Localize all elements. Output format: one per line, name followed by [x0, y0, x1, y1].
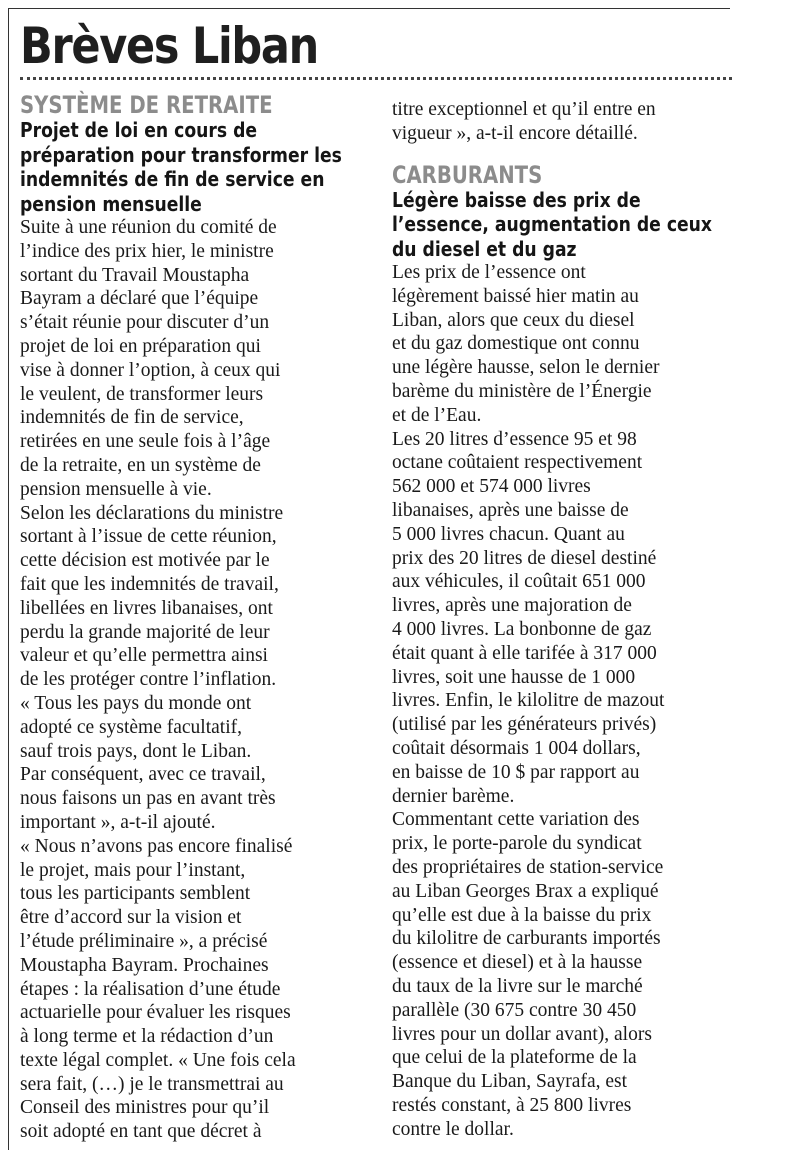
body-line: légèrement baissé hier matin au	[392, 285, 639, 307]
body-line: livres, soit une hausse de 1 000	[392, 666, 636, 688]
article-gap	[392, 146, 732, 162]
body-line: à long terme et la rédaction d’un	[20, 1026, 274, 1048]
body-line: restés constant, à 25 800 livres	[392, 1094, 632, 1116]
column-left	[20, 92, 370, 1144]
body-line: important », a-t-il ajouté.	[20, 811, 216, 833]
top-rule	[8, 8, 730, 9]
body-line: cette décision est motivée par le	[20, 550, 270, 572]
body-line: sauf trois pays, dont le Liban.	[20, 740, 252, 762]
body-line: Moustapha Bayram. Prochaines	[20, 954, 269, 976]
article-headline	[20, 118, 369, 216]
body-line: contre le dollar.	[392, 1118, 514, 1140]
column-right	[392, 92, 732, 1142]
body-line: de la retraite, en un système de	[20, 454, 261, 476]
body-line: l’indice des prix hier, le ministre	[20, 240, 274, 262]
body-line: adopté ce système facultatif,	[20, 716, 242, 738]
body-line: livres pour un dollar avant), alors	[392, 1023, 652, 1045]
body-line: nous faisons un pas en avant très	[20, 788, 276, 810]
body-line: titre exceptionnel et qu’il entre en	[392, 99, 656, 120]
headline-line: Légère baisse des prix de	[392, 187, 641, 212]
body-line: était quant à elle tarifée à 317 000	[392, 642, 657, 664]
body-line: perdu la grande majorité de leur	[20, 621, 270, 643]
body-line: s’était réunie pour discuter d’un	[20, 312, 270, 334]
body-line: octane coûtaient respectivement	[392, 452, 643, 474]
body-line: (essence et diesel) et à la hausse	[392, 952, 643, 974]
body-line: le veulent, de transformer leurs	[20, 383, 264, 405]
article-headline	[392, 188, 731, 262]
body-line: de les protéger contre l’inflation.	[20, 669, 277, 691]
article-kicker: CARBURANTS	[392, 160, 543, 189]
body-line: sera fait, (…) je le transmettrai au	[20, 1073, 284, 1095]
article-kicker: SYSTÈME DE RETRAITE	[20, 91, 273, 119]
body-line: indemnités de fin de service,	[20, 407, 244, 429]
body-line: livres, après une majoration de	[392, 595, 632, 617]
body-line: pension mensuelle à vie.	[20, 478, 212, 500]
body-line: fait que les indemnités de travail,	[20, 573, 279, 595]
headline-line: du diesel et du gaz	[392, 236, 577, 261]
body-line: prix, le porte-parole du syndicat	[392, 833, 642, 855]
body-line: du taux de la livre sur le marché	[392, 976, 643, 997]
body-line: 562 000 et 574 000 livres	[392, 476, 591, 498]
body-line: « Nous n’avons pas encore finalisé	[20, 835, 293, 857]
body-line: sortant du Travail Moustapha	[20, 264, 250, 286]
left-rule	[8, 8, 9, 1150]
body-line: l’étude préliminaire », a précisé	[20, 930, 268, 952]
body-line: Les 20 litres d’essence 95 et 98	[392, 428, 637, 450]
body-line: barème du ministère de l’Énergie	[392, 381, 652, 403]
body-line: des propriétaires de station-service	[392, 857, 664, 879]
body-line: dernier barème.	[392, 785, 515, 807]
article-continuation	[392, 98, 732, 146]
body-line: sortant à l’issue de cette réunion,	[20, 526, 277, 548]
article-body	[20, 216, 370, 1144]
body-line: 4 000 livres. La bonbonne de gaz	[392, 619, 652, 641]
body-line: livres. Enfin, le kilolitre de mazout	[392, 690, 665, 712]
body-line: étapes : la réalisation d’une étude	[20, 978, 281, 1000]
body-line: Liban, alors que ceux du diesel	[392, 309, 635, 331]
body-line: soit adopté en tant que décret à	[20, 1121, 262, 1143]
body-line: valeur et qu’elle permettra ainsi	[20, 645, 268, 667]
body-line: 5 000 livres chacun. Quant au	[392, 523, 625, 545]
body-line: Bayram a déclaré que l’équipe	[20, 288, 259, 310]
body-line: parallèle (30 675 contre 30 450	[392, 999, 637, 1021]
body-line: en baisse de 10 $ par rapport au	[392, 761, 640, 783]
body-line: vise à donner l’option, à ceux qui	[20, 359, 281, 381]
body-line: tous les participants semblent	[20, 883, 251, 905]
body-line: (utilisé par les générateurs privés)	[392, 714, 657, 736]
body-line: du kilolitre de carburants importés	[392, 928, 661, 950]
body-line: Conseil des ministres pour qu’il	[20, 1097, 270, 1119]
body-line: retirées en une seule fois à l’âge	[20, 431, 271, 453]
body-line: aux véhicules, il coûtait 651 000	[392, 571, 646, 593]
page-title: Brèves Liban	[20, 17, 318, 75]
headline-line: l’essence, augmentation de ceux	[392, 212, 713, 237]
dotted-separator	[20, 77, 732, 80]
body-line: Par conséquent, avec ce travail,	[20, 764, 266, 786]
headline-line: Projet de loi en cours de	[20, 118, 258, 142]
body-line: Les prix de l’essence ont	[392, 262, 586, 284]
body-line: libanaises, après une baisse de	[392, 500, 629, 522]
body-line: Commentant cette variation des	[392, 809, 640, 831]
body-line: « Tous les pays du monde ont	[20, 692, 252, 714]
body-line: être d’accord sur la vision et	[20, 907, 242, 929]
body-line: Selon les déclarations du ministre	[20, 502, 284, 524]
body-line: projet de loi en préparation qui	[20, 335, 261, 357]
body-line: coûtait désormais 1 004 dollars,	[392, 738, 641, 760]
body-line: actuarielle pour évaluer les risques	[20, 1002, 291, 1024]
headline-line: préparation pour transformer les	[20, 142, 342, 167]
article-body	[392, 261, 732, 1141]
headline-line: pension mensuelle	[20, 191, 202, 216]
body-line: et de l’Eau.	[392, 404, 482, 426]
body-line: qu’elle est due à la baisse du prix	[392, 904, 652, 926]
body-line: texte légal complet. « Une fois cela	[20, 1049, 296, 1071]
body-line: le projet, mais pour l’instant,	[20, 859, 246, 881]
body-line: Suite à une réunion du comité de	[20, 217, 277, 238]
body-line: Banque du Liban, Sayrafa, est	[392, 1071, 628, 1093]
body-line: prix des 20 litres de diesel destiné	[392, 547, 657, 569]
body-line: libellées en livres libanaises, ont	[20, 597, 273, 619]
body-line: que celui de la plateforme de la	[392, 1047, 637, 1069]
headline-line: indemnités de fin de service en	[20, 167, 325, 191]
body-line: vigueur », a-t-il encore détaillé.	[392, 122, 638, 144]
body-line: une légère hausse, selon le dernier	[392, 357, 660, 379]
body-line: et du gaz domestique ont connu	[392, 333, 640, 355]
body-line: au Liban Georges Brax a expliqué	[392, 880, 659, 902]
